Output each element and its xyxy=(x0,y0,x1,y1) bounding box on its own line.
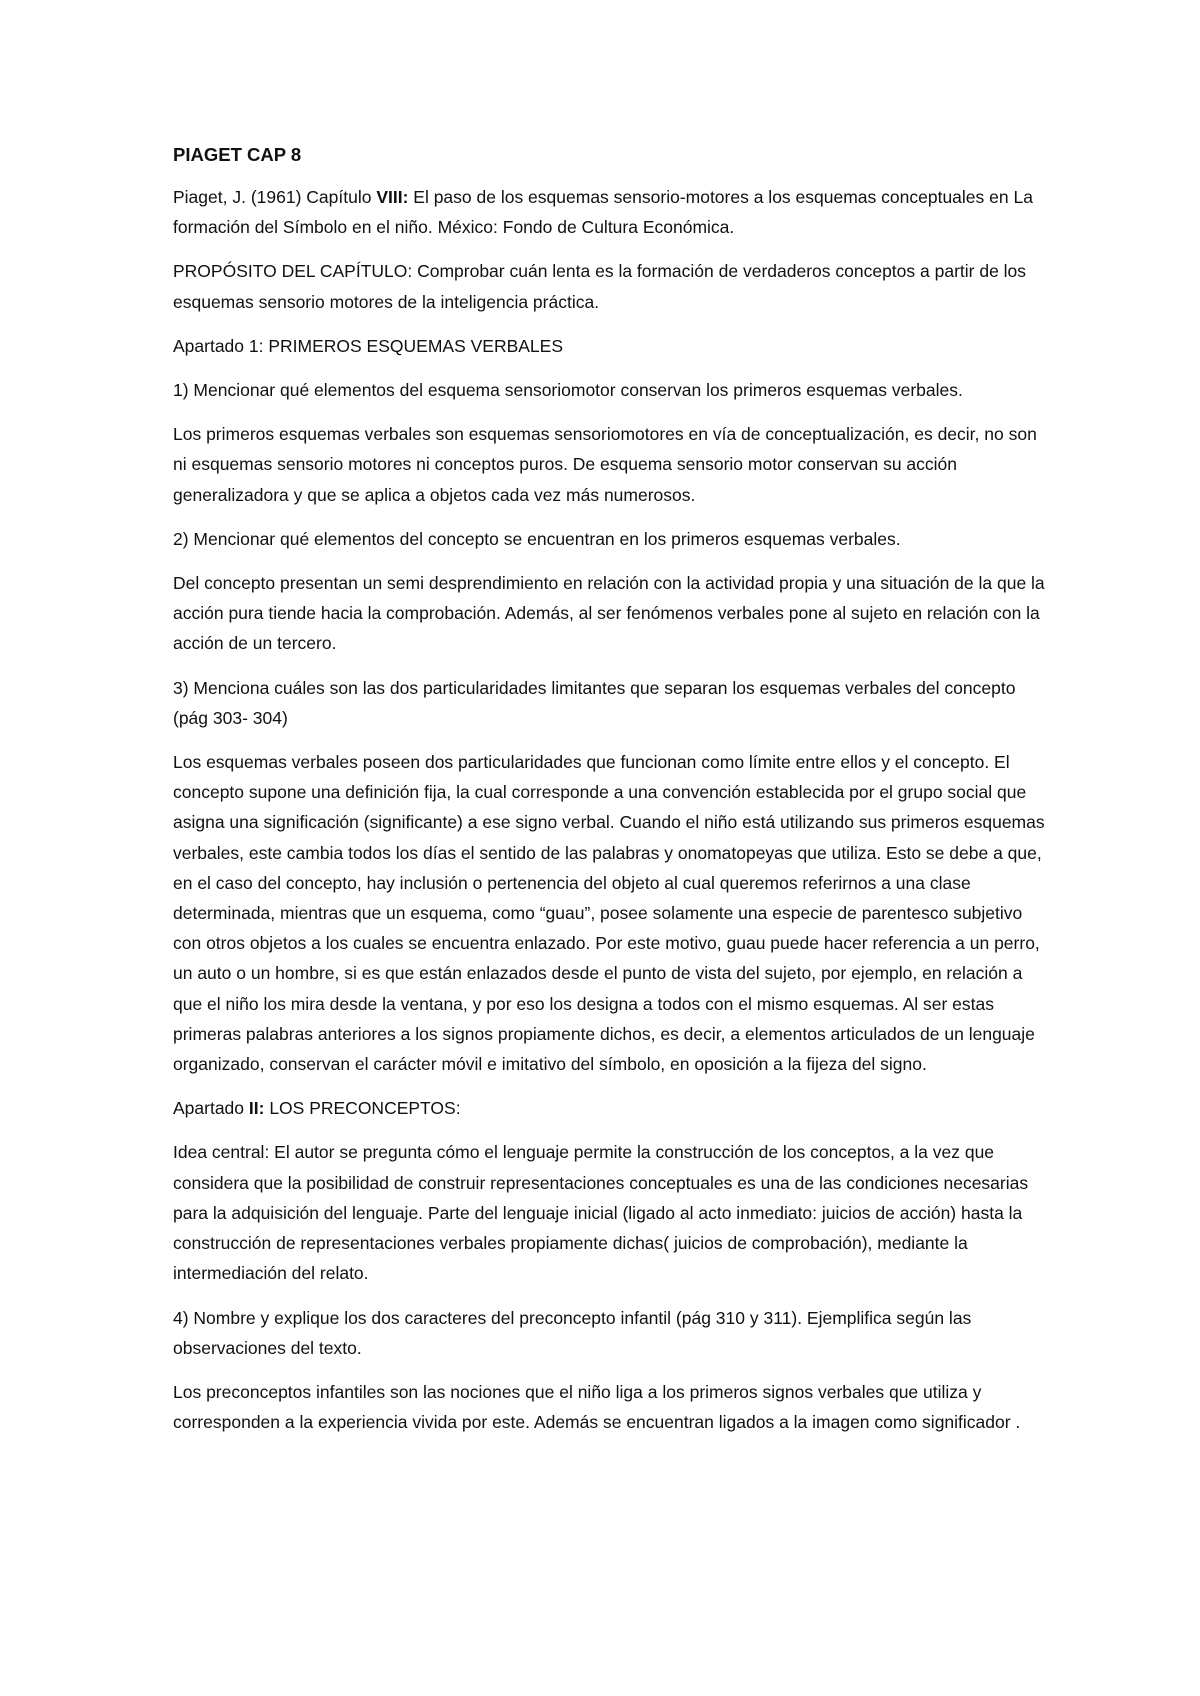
answer-2: Del concepto presentan un semi desprendimiento en relación con la actividad propia y una situación de la que la acción pura tiende hacia la comprobación. Además, al ser fenómenos verbales pone al sujeto en relación con la acción de un tercero. xyxy=(173,573,1045,654)
citation-prefix: Piaget, J. (1961) Capítulo xyxy=(173,187,377,207)
citation-rest: El paso de los esquemas sensorio-motores a los esquemas conceptuales en La formación del Símbolo en el niño. México: Fondo de Cultura Económica. xyxy=(173,187,1033,238)
question-3: 3) Menciona cuáles son las dos particularidades limitantes que separan los esquemas verbales del concepto (pág 303- 304) xyxy=(173,677,1016,728)
answer-1: Los primeros esquemas verbales son esquemas sensoriomotores en vía de conceptualización, es decir, no son ni esquemas sensorio motores ni conceptos puros. De esquema sensorio motor conservan su acción generalizadora y que se aplica a objetos cada vez más numerosos. xyxy=(173,424,1037,505)
section-2-heading xyxy=(173,1093,1051,1123)
document-body xyxy=(173,140,1051,1451)
answer-3: Los esquemas verbales poseen dos particularidades que funcionan como límite entre ellos y el concepto. El concepto supone una definición fija, la cual corresponde a una convención establecida por el grupo social que asigna una significación (significante) a ese signo verbal. Cuando el niño está utilizando sus primeros esquemas verbales, este cambia todos los días el sentido de las palabras y onomatopeyas que utiliza. Esto se debe a que, en el caso del concepto, hay inclusión o pertenencia del objeto al cual queremos referirnos a una clase determinada, mientras que un esquema, como “guau”, posee solamente una especie de parentesco subjetivo con otros objetos a los cuales se encuentra enlazado. Por este motivo, guau puede hacer referencia a un perro, un auto o un hombre, si es que están enlazados desde el punto de vista del sujeto, por ejemplo, en relación a que el niño los mira desde la ventana, y por eso los designa a todos con el mismo esquemas. Al ser estas primeras palabras anteriores a los signos propiamente dichos, es decir, a elementos articulados de un lenguaje organizado, conservan el carácter móvil e imitativo del símbolo, en oposición a la fijeza del signo. xyxy=(173,752,1045,1075)
section-2-prefix: Apartado xyxy=(173,1098,249,1119)
section-2-numeral: II: xyxy=(248,1098,265,1119)
section-2-rest: LOS PRECONCEPTOS: xyxy=(264,1098,461,1119)
section-1-heading: Apartado 1: PRIMEROS ESQUEMAS VERBALES xyxy=(173,335,564,356)
central-idea-paragraph: Idea central: El autor se pregunta cómo el lenguaje permite la construcción de los conceptos, a la vez que considera que la posibilidad de construir representaciones conceptuales es una de las condiciones necesarias para la adquisición del lenguaje. Parte del lenguaje inicial (ligado al acto inmediato: juicios de acción) hasta la construcción de representaciones verbales propiamente dichas( juicios de comprobación), mediante la intermediación del relato. xyxy=(173,1142,1029,1284)
question-1: 1) Mencionar qué elementos del esquema sensoriomotor conservan los primeros esquemas verbales. xyxy=(173,380,963,401)
answer-4: Los preconceptos infantiles son las nociones que el niño liga a los primeros signos verbales que utiliza y corresponden a la experiencia vivida por este. Además se encuentran ligados a la imagen como significador . xyxy=(173,1381,1021,1433)
document-title: PIAGET CAP 8 xyxy=(173,144,302,165)
purpose-paragraph: PROPÓSITO DEL CAPÍTULO: Comprobar cuán lenta es la formación de verdaderos conceptos a partir de los esquemas sensorio motores de la inteligencia práctica. xyxy=(173,261,1027,312)
question-2: 2) Mencionar qué elementos del concepto se encuentran en los primeros esquemas verbales. xyxy=(173,528,901,549)
question-4: 4) Nombre y explique los dos caracteres del preconcepto infantil (pág 310 y 311). Ejemplifica según las observaciones del texto. xyxy=(173,1307,972,1358)
citation-paragraph xyxy=(173,182,1051,242)
citation-chapter: VIII: xyxy=(376,187,409,207)
